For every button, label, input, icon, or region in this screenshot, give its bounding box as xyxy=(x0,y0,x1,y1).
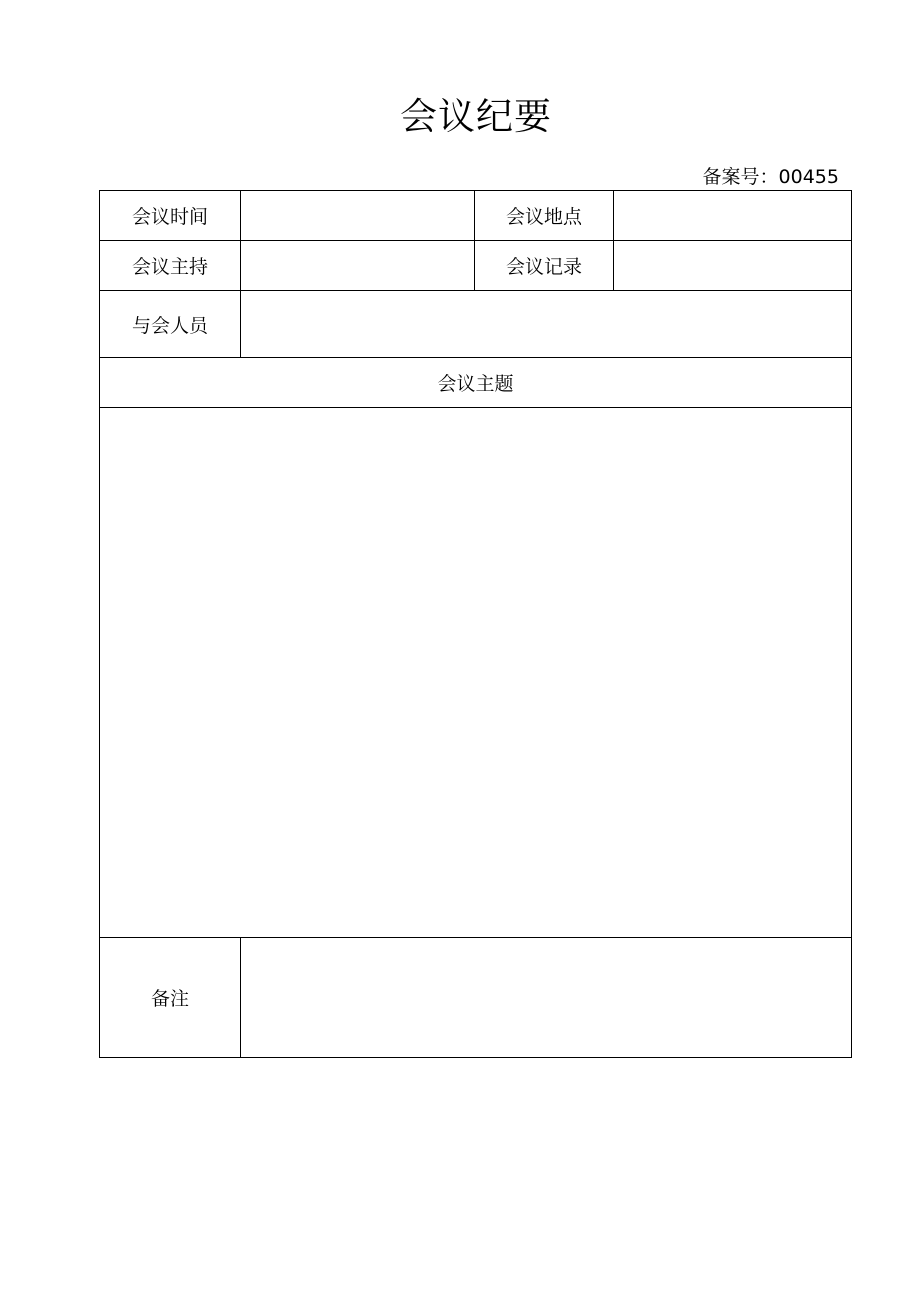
remarks-field[interactable] xyxy=(241,938,852,1058)
table-row xyxy=(100,191,852,241)
meeting-host-label: 会议主持 xyxy=(100,241,241,291)
attendees-label: 与会人员 xyxy=(100,291,241,358)
meeting-topic-header: 会议主题 xyxy=(100,358,852,408)
table-row xyxy=(100,938,852,1058)
meeting-time-field[interactable] xyxy=(241,191,475,241)
attendees-field[interactable] xyxy=(241,291,852,358)
table-row xyxy=(100,408,852,938)
meeting-topic-content[interactable] xyxy=(100,408,852,938)
meeting-recorder-field[interactable] xyxy=(614,241,852,291)
record-number-label: 备案号： xyxy=(702,166,779,188)
meeting-time-label: 会议时间 xyxy=(100,191,241,241)
meeting-place-field[interactable] xyxy=(614,191,852,241)
meeting-minutes-table xyxy=(99,190,852,1058)
meeting-host-field[interactable] xyxy=(241,241,475,291)
record-number-value: 00455 xyxy=(778,166,839,188)
meeting-place-label: 会议地点 xyxy=(475,191,614,241)
remarks-label: 备注 xyxy=(100,938,241,1058)
document-title: 会议纪要 xyxy=(400,95,552,138)
table-row xyxy=(100,291,852,358)
table-row xyxy=(100,358,852,408)
meeting-recorder-label: 会议记录 xyxy=(475,241,614,291)
record-number xyxy=(703,164,839,190)
table-row xyxy=(100,241,852,291)
